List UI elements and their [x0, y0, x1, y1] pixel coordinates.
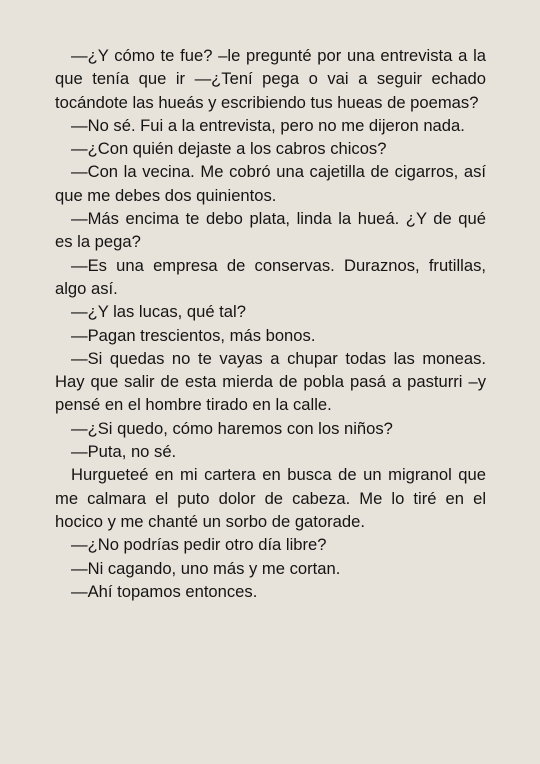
paragraph: —Es una empresa de conservas. Duraznos, frutillas, algo así.	[55, 255, 486, 298]
paragraph: —¿Y cómo te fue? –le pregunté por una entrevista a la que tenía que ir —¿Tení pega o vai a seguir echado tocándote las hueás y escribiendo tus hueas de poemas?	[55, 46, 486, 112]
paragraph: —Más encima te debo plata, linda la hueá. ¿Y de qué es la pega?	[55, 209, 486, 252]
paragraph: —Con la vecina. Me cobró una cajetilla de cigarros, así que me debes dos quinientos.	[55, 162, 486, 205]
paragraph: —Pagan trescientos, más bonos.	[71, 325, 316, 345]
paragraph: —¿No podrías pedir otro día libre?	[71, 535, 327, 555]
paragraph: —¿Si quedo, cómo haremos con los niños?	[71, 418, 393, 438]
paragraph: —¿Con quién dejaste a los cabros chicos?	[71, 139, 387, 159]
paragraph: —Ahí topamos entonces.	[71, 581, 258, 601]
paragraph: Hurgueteé en mi cartera en busca de un migranol que me calmara el puto dolor de cabeza. Me lo tiré en el hocico y me chanté un sorbo de gatorade.	[55, 465, 486, 531]
paragraph: —Si quedas no te vayas a chupar todas las moneas. Hay que salir de esta mierda de pobla pasá a pasturri –y pensé en el hombre tirado en la calle.	[55, 348, 486, 415]
paragraph: —Ni cagando, uno más y me cortan.	[71, 558, 341, 578]
paragraph: —¿Y las lucas, qué tal?	[71, 302, 246, 322]
paragraph: —No sé. Fui a la entrevista, pero no me dijeron nada.	[71, 115, 465, 135]
paragraph: —Puta, no sé.	[71, 442, 177, 462]
page-text	[55, 44, 486, 603]
